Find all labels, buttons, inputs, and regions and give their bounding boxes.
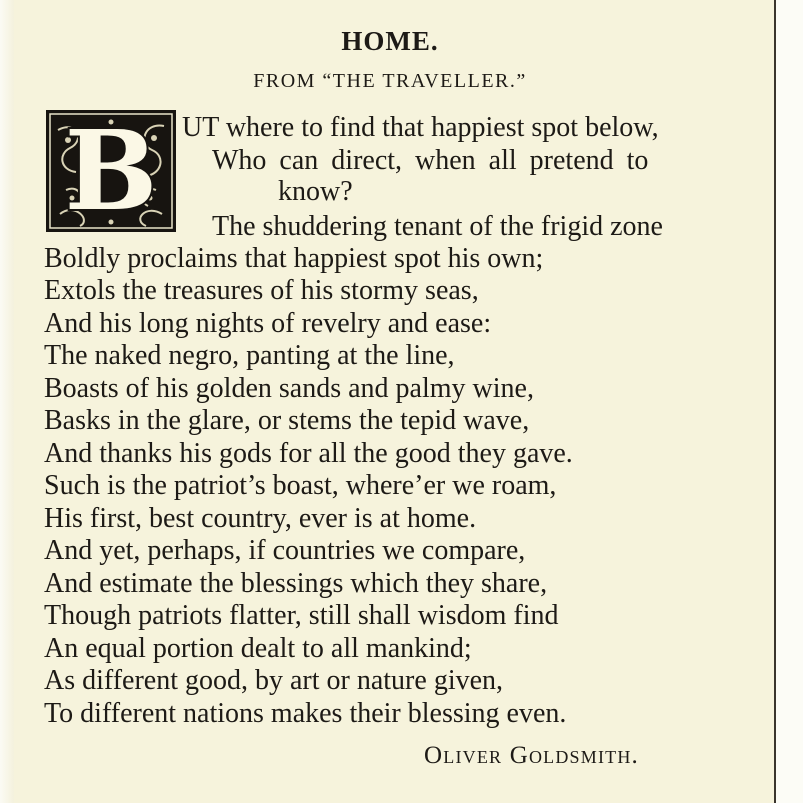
poem-line-6: Extols the treasures of his stormy seas, <box>44 275 479 306</box>
poem-title: HOME. <box>341 26 439 56</box>
drop-cap-letter: B <box>64 106 158 235</box>
drop-cap-ornament <box>46 106 176 235</box>
poem-line-16: Though patriots flatter, still shall wisdom find <box>44 600 559 631</box>
poem-line-4: The shuddering tenant of the frigid zone <box>212 211 663 242</box>
page-right-border <box>774 0 803 803</box>
poem-line-11: And thanks his gods for all the good they gave. <box>44 438 573 469</box>
poem-line-1: UT where to find that happiest spot below, <box>182 112 659 143</box>
poem-line-2: Who can direct, when all pretend to <box>212 145 649 176</box>
page-left-edge <box>0 0 14 803</box>
poem-line-10: Basks in the glare, or stems the tepid wave, <box>44 405 530 436</box>
poem-line-15: And estimate the blessings which they share, <box>44 568 548 599</box>
poem-line-5: Boldly proclaims that happiest spot his own; <box>44 243 544 274</box>
author-signature: Oliver Goldsmith. <box>424 742 639 769</box>
poem-line-13: His first, best country, ever is at home. <box>44 503 477 534</box>
poem-line-12: Such is the patriot’s boast, where’er we roam, <box>44 470 557 501</box>
poem-line-8: The naked negro, panting at the line, <box>44 340 455 371</box>
poem-subtitle: FROM “THE TRAVELLER.” <box>253 70 527 92</box>
poem-line-9: Boasts of his golden sands and palmy wine, <box>44 373 534 404</box>
poem-line-3: know? <box>278 176 353 207</box>
poem-line-19: To different nations makes their blessing even. <box>44 698 567 729</box>
poem-line-14: And yet, perhaps, if countries we compare, <box>44 535 526 566</box>
poem-line-7: And his long nights of revelry and ease: <box>44 308 492 339</box>
poem-line-18: As different good, by art or nature given, <box>44 665 504 696</box>
poem-line-17: An equal portion dealt to all mankind; <box>44 633 472 664</box>
